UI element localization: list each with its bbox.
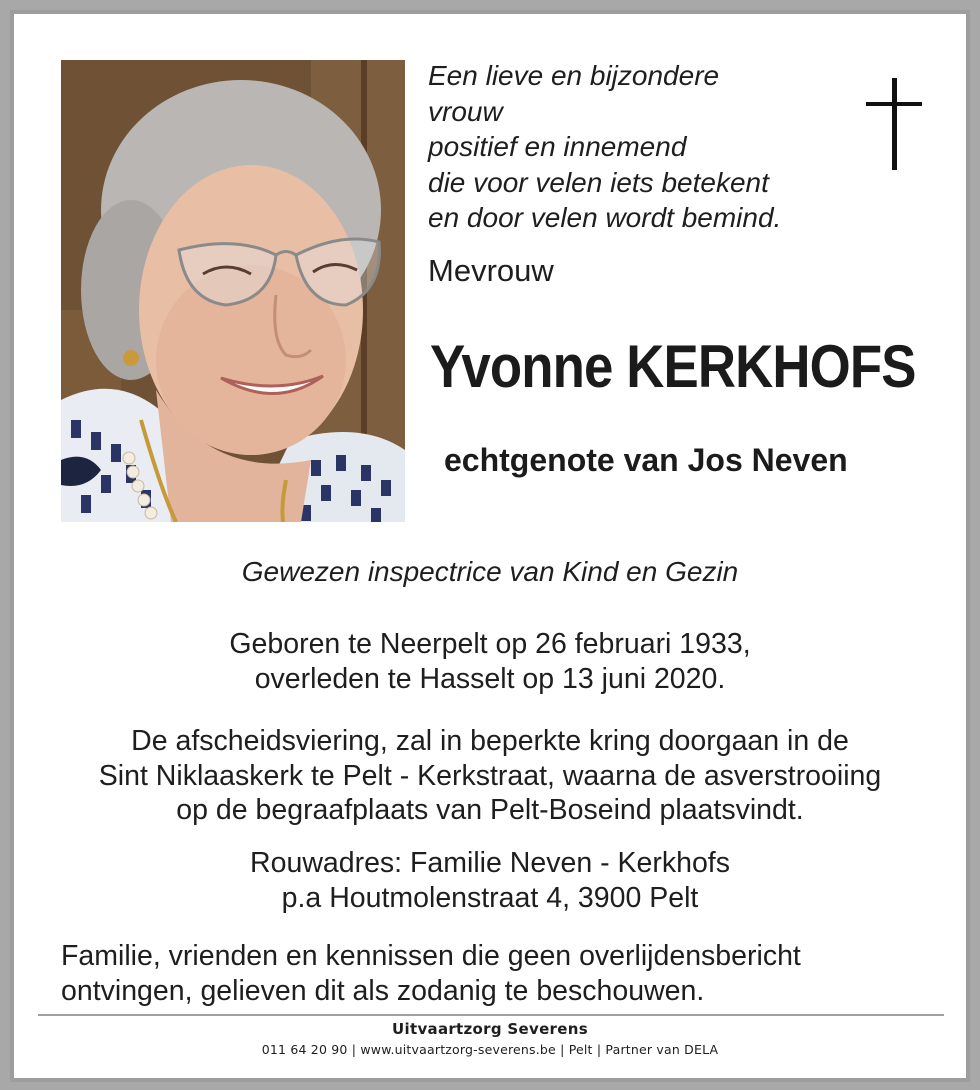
deceased-name: Yvonne KERKHOFS bbox=[430, 333, 916, 400]
ceremony-line: op de begraafplaats van Pelt-Boseind plaatsvindt. bbox=[176, 794, 804, 826]
poem-line: die voor velen iets betekent bbox=[428, 166, 769, 198]
address-line: Rouwadres: Familie Neven - Kerkhofs bbox=[250, 847, 730, 879]
notice-line: ontvingen, gelieven dit als zodanig te beschouwen. bbox=[61, 975, 705, 1007]
notice-line: Familie, vrienden en kennissen die geen overlijdensbericht bbox=[61, 940, 801, 972]
birth-death-block bbox=[14, 627, 966, 696]
funeral-home-contact: 011 64 20 90 | www.uitvaartzorg-severens.be | Pelt | Partner van DELA bbox=[261, 1042, 719, 1057]
occupation: Gewezen inspectrice van Kind en Gezin bbox=[241, 556, 739, 587]
poem-line: Een lieve en bijzondere bbox=[428, 60, 720, 91]
ceremony-line: Sint Niklaaskerk te Pelt - Kerkstraat, waarna de asverstrooiing bbox=[98, 759, 882, 792]
footer-divider bbox=[38, 1014, 944, 1016]
funeral-home-name: Uitvaartzorg Severens bbox=[392, 1020, 588, 1038]
address-line: p.a Houtmolenstraat 4, 3900 Pelt bbox=[281, 881, 699, 914]
ceremony-block bbox=[14, 724, 966, 828]
ceremony-line: De afscheidsviering, zal in beperkte kring doorgaan in de bbox=[131, 725, 849, 757]
notice-block bbox=[61, 939, 801, 1009]
address-block bbox=[14, 846, 966, 915]
honorific: Mevrouw bbox=[428, 253, 554, 288]
poem bbox=[428, 58, 781, 236]
birth-line: Geboren te Neerpelt op 26 februari 1933, bbox=[229, 628, 751, 660]
obituary-card bbox=[10, 10, 970, 1082]
poem-line: positief en innemend bbox=[428, 131, 687, 162]
poem-line: vrouw bbox=[428, 95, 503, 127]
portrait-photo bbox=[61, 60, 405, 522]
cross-icon bbox=[866, 74, 926, 179]
spouse-line: echtgenote van Jos Neven bbox=[444, 442, 848, 478]
death-line: overleden te Hasselt op 13 juni 2020. bbox=[254, 662, 726, 695]
poem-line: en door velen wordt bemind. bbox=[428, 202, 782, 233]
